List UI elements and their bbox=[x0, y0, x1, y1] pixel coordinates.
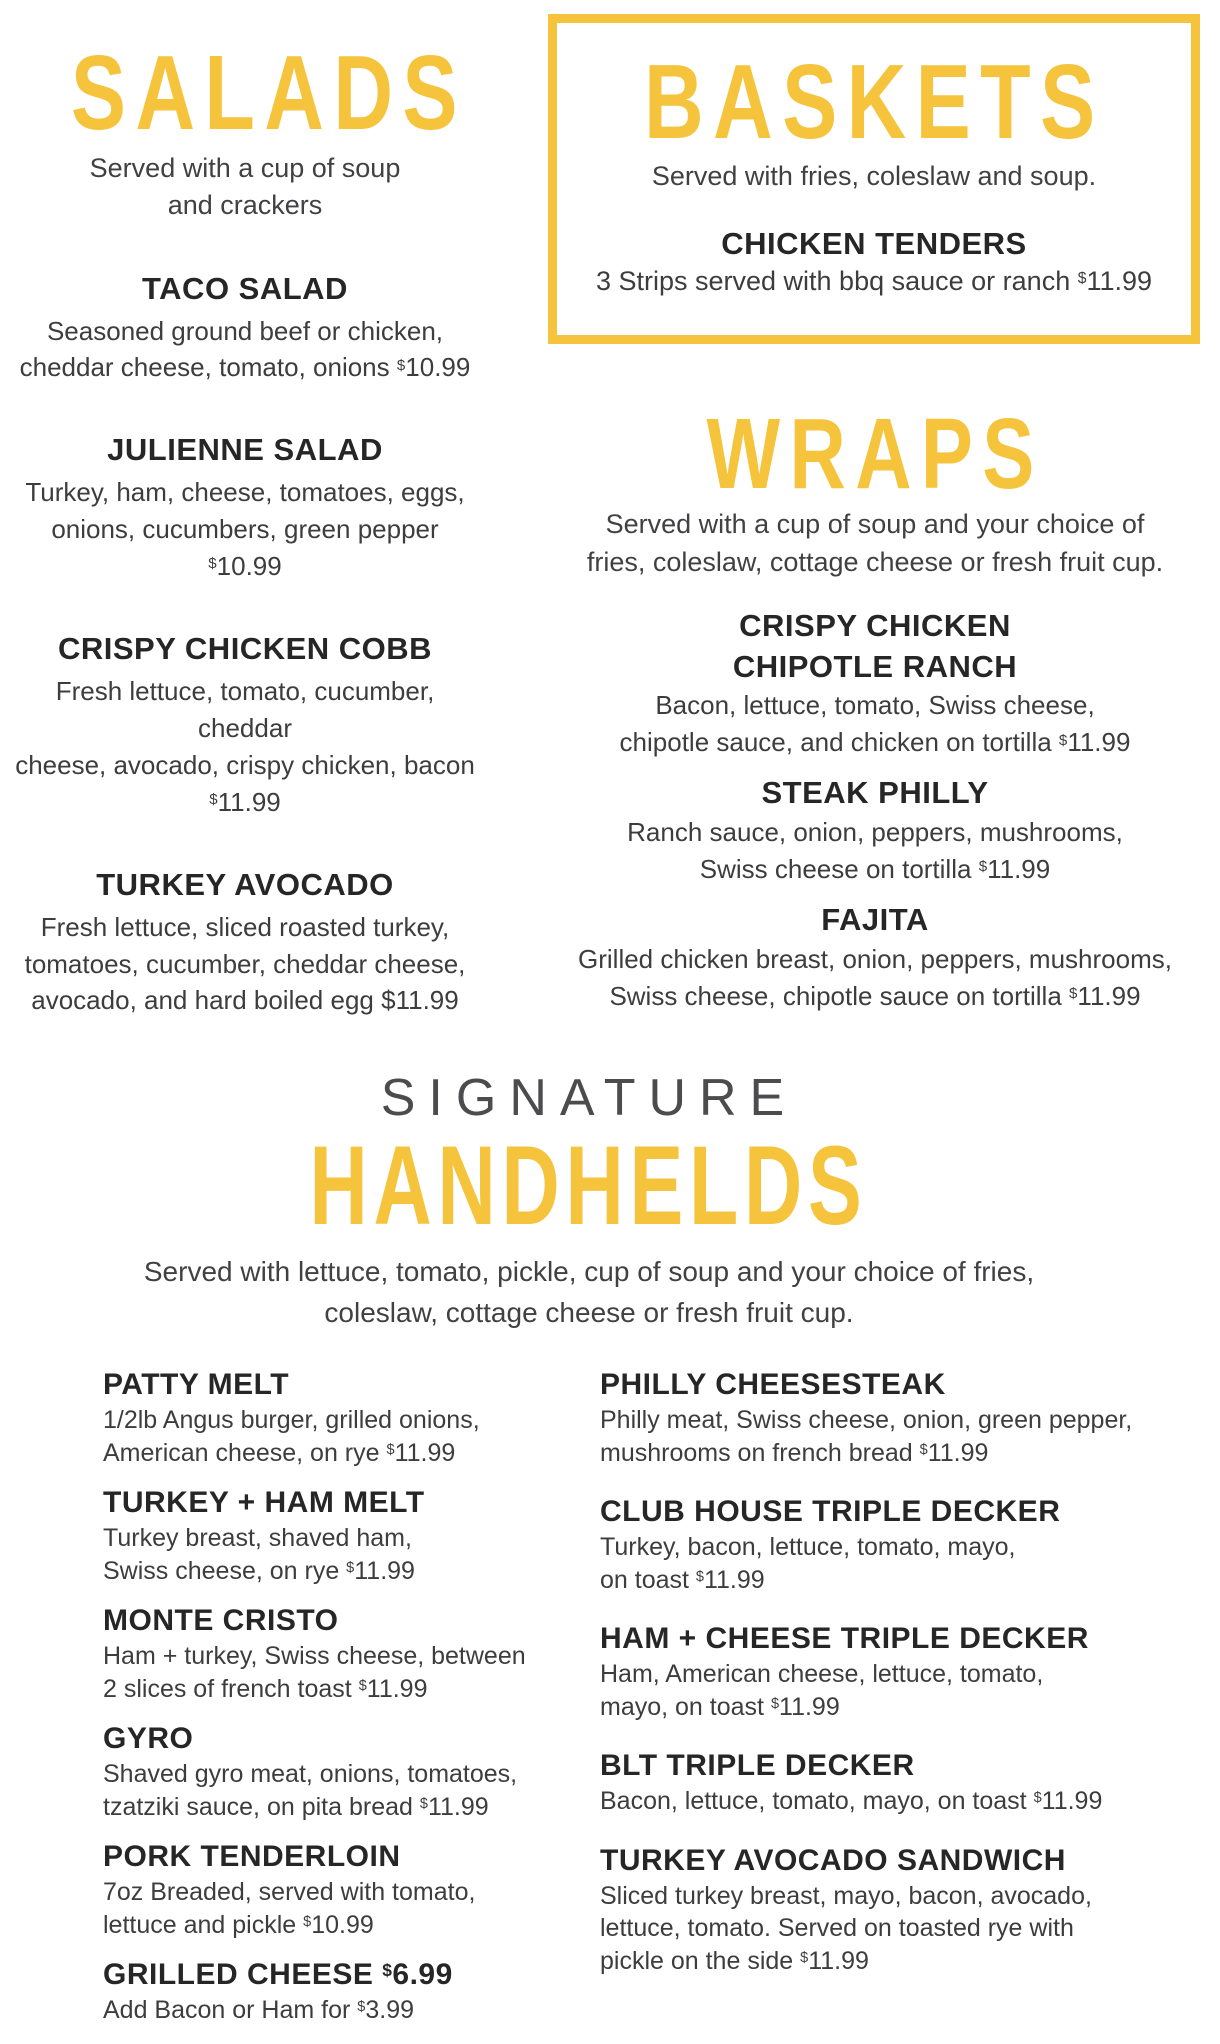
item-name-line: STEAK PHILLY bbox=[761, 775, 989, 811]
handhelds-left-column bbox=[103, 1368, 543, 2044]
item-desc-line: avocado, and hard boiled egg bbox=[31, 985, 374, 1016]
item-name: PORK TENDERLOIN bbox=[103, 1840, 401, 1873]
item-name: BLT TRIPLE DECKER bbox=[600, 1749, 915, 1782]
handhelds-title-top: SIGNATURE bbox=[380, 1069, 798, 1127]
wraps-section bbox=[545, 398, 1205, 1015]
menu-item-patty-melt bbox=[103, 1368, 543, 1469]
menu-item-crispy-chicken-chipotle-ranch bbox=[545, 606, 1205, 762]
dollar-sign: $ bbox=[919, 1441, 928, 1458]
price-value: 11.99 bbox=[808, 1946, 869, 1975]
menu-item-monte-cristo bbox=[103, 1604, 543, 1705]
price-value: 11.99 bbox=[394, 1438, 456, 1467]
menu-item-ham-cheese-triple-decker bbox=[600, 1622, 1215, 1723]
item-name-line: CRISPY CHICKEN bbox=[739, 607, 1011, 643]
item-desc bbox=[103, 1404, 543, 1469]
item-desc bbox=[15, 673, 475, 821]
menu-item-julienne-salad bbox=[15, 432, 475, 585]
item-desc-line: 2 slices of french toast bbox=[103, 1674, 352, 1703]
item-desc bbox=[103, 1640, 543, 1705]
item-desc-line: Shaved gyro meat, onions, tomatoes, bbox=[103, 1760, 518, 1788]
price-value: 11.99 bbox=[366, 1674, 428, 1703]
item-price bbox=[771, 1693, 840, 1721]
item-desc-line: chipotle sauce, and chicken on tortilla bbox=[619, 727, 1052, 758]
item-desc-line: 1/2lb Angus burger, grilled onions, bbox=[103, 1406, 480, 1434]
item-name: CRISPY CHICKEN COBB bbox=[57, 631, 433, 667]
dollar-sign: $ bbox=[695, 1568, 704, 1585]
price-value: 11.99 bbox=[987, 854, 1051, 885]
item-name: TURKEY AVOCADO bbox=[96, 866, 394, 902]
item-desc-line: Turkey breast, shaved ham, bbox=[103, 1524, 412, 1552]
menu-item-blt-triple-decker bbox=[600, 1749, 1215, 1818]
item-desc bbox=[103, 1876, 543, 1941]
dollar-sign: $ bbox=[1077, 269, 1087, 287]
menu-item-club-house-triple-decker bbox=[600, 1495, 1215, 1596]
item-name: PHILLY CHEESESTEAK bbox=[600, 1368, 946, 1401]
salads-title bbox=[15, 34, 475, 152]
item-price bbox=[1078, 266, 1152, 296]
item-desc bbox=[545, 941, 1205, 1015]
item-price bbox=[420, 1793, 489, 1821]
item-desc-line: tomatoes, cucumber, cheddar cheese, bbox=[24, 948, 466, 979]
item-desc-line: Turkey, ham, cheese, tomatoes, eggs, bbox=[25, 477, 465, 508]
item-name-line: CHIPOTLE RANCH bbox=[732, 648, 1018, 684]
menu-item-turkey-avocado bbox=[15, 867, 475, 1020]
item-desc bbox=[545, 687, 1205, 761]
dollar-sign: $ bbox=[800, 1949, 809, 1966]
item-name: CLUB HOUSE TRIPLE DECKER bbox=[600, 1495, 1061, 1528]
menu-item-fajita bbox=[545, 900, 1205, 1015]
dollar-sign: $ bbox=[396, 356, 406, 374]
item-price bbox=[1034, 1787, 1103, 1815]
salads-title-text: SALADS bbox=[70, 34, 467, 152]
item-desc-line: Swiss cheese on tortilla bbox=[699, 854, 972, 885]
price-value: 10.99 bbox=[405, 352, 471, 383]
item-name: TURKEY + HAM MELT bbox=[103, 1486, 425, 1519]
wraps-items bbox=[545, 606, 1205, 1015]
baskets-subtitle: Served with fries, coleslaw and soup. bbox=[651, 161, 1097, 191]
item-desc-line: Grilled chicken breast, onion, peppers, mushrooms, bbox=[578, 943, 1172, 974]
price-value: 11.99 bbox=[779, 1692, 840, 1721]
price-value: 11.99 bbox=[427, 1792, 489, 1821]
baskets-title-text: BASKETS bbox=[643, 43, 1105, 161]
item-desc-line: American cheese, on rye bbox=[103, 1438, 380, 1467]
dollar-sign: $ bbox=[346, 1559, 355, 1576]
handhelds-subtitle bbox=[0, 1252, 1178, 1333]
item-desc bbox=[600, 1404, 1215, 1469]
price-value: 10.99 bbox=[311, 1910, 374, 1939]
item-desc bbox=[103, 1522, 543, 1587]
wraps-subtitle bbox=[545, 506, 1205, 582]
price-value: 11.99 bbox=[1067, 727, 1131, 758]
item-name-line: FAJITA bbox=[821, 901, 929, 937]
item-desc-line: Turkey, bacon, lettuce, tomato, mayo, bbox=[600, 1533, 1016, 1561]
item-price bbox=[397, 352, 470, 382]
menu-item-turkey-ham-melt bbox=[103, 1486, 543, 1587]
item-desc bbox=[600, 1658, 1215, 1723]
item-price bbox=[209, 787, 281, 817]
item-desc bbox=[15, 909, 475, 1020]
dollar-sign: $ bbox=[209, 790, 218, 808]
menu-item-gyro bbox=[103, 1722, 543, 1823]
price-value: 11.99 bbox=[354, 1556, 415, 1585]
item-name bbox=[103, 1958, 543, 1991]
item-desc-line: Bacon, lettuce, tomato, Swiss cheese, bbox=[655, 690, 1095, 721]
dollar-sign: $ bbox=[770, 1695, 780, 1712]
item-desc-line: Add Bacon or Ham for bbox=[103, 1996, 351, 2024]
handhelds-subtitle-line: coleslaw, cottage cheese or fresh fruit cup. bbox=[324, 1296, 854, 1328]
baskets-section bbox=[548, 14, 1200, 344]
item-price bbox=[208, 551, 281, 581]
item-price bbox=[1059, 727, 1131, 757]
item-desc-line: onions, cucumbers, green pepper bbox=[51, 514, 439, 545]
menu-item-grilled-cheese bbox=[103, 1958, 543, 2027]
item-price bbox=[359, 1675, 428, 1703]
handhelds-right-column bbox=[600, 1368, 1215, 2003]
item-desc-line: Swiss cheese, on rye bbox=[103, 1556, 340, 1585]
item-name: TACO SALAD bbox=[142, 270, 348, 306]
item-price bbox=[920, 1439, 989, 1467]
item-desc bbox=[15, 313, 475, 387]
item-price bbox=[346, 1557, 415, 1585]
dollar-sign: $ bbox=[381, 985, 396, 1016]
item-price bbox=[800, 1947, 869, 1975]
item-name bbox=[545, 773, 1205, 814]
dollar-sign: $ bbox=[1069, 984, 1078, 1002]
item-desc-line: lettuce, tomato. Served on toasted rye with bbox=[600, 1914, 1074, 1942]
price-value: 11.99 bbox=[703, 1565, 765, 1594]
item-desc-line: tzatziki sauce, on pita bread bbox=[103, 1792, 413, 1821]
wraps-subtitle-line: Served with a cup of soup and your choice of bbox=[605, 509, 1145, 539]
item-desc-line: cheese, avocado, crispy chicken, bacon bbox=[15, 749, 475, 780]
item-desc-line: Bacon, lettuce, tomato, mayo, on toast bbox=[600, 1787, 1027, 1815]
item-desc-line: cheddar cheese, tomato, onions bbox=[19, 352, 390, 383]
item-name: PATTY MELT bbox=[103, 1368, 290, 1401]
item-desc-line: Ham + turkey, Swiss cheese, between bbox=[103, 1642, 526, 1670]
item-desc-line: mayo, on toast bbox=[600, 1692, 764, 1721]
item-price bbox=[381, 985, 459, 1015]
item-price bbox=[386, 1439, 455, 1467]
handhelds-header bbox=[0, 1069, 1178, 1333]
price-value: 11.99 bbox=[927, 1438, 989, 1467]
wraps-title bbox=[545, 398, 1205, 510]
salads-subtitle-line: Served with a cup of soup bbox=[89, 153, 401, 183]
item-name bbox=[545, 900, 1205, 941]
item-name bbox=[545, 606, 1205, 688]
price-value: 11.99 bbox=[1041, 1787, 1103, 1815]
item-name: GYRO bbox=[103, 1722, 194, 1755]
menu-item-crispy-chicken-cobb bbox=[15, 631, 475, 821]
salads-subtitle bbox=[15, 150, 475, 225]
item-price bbox=[357, 1996, 414, 2024]
menu-item-steak-philly bbox=[545, 773, 1205, 888]
dollar-sign: $ bbox=[386, 1441, 395, 1458]
price-value: 11.99 bbox=[395, 985, 459, 1016]
dollar-sign: $ bbox=[208, 555, 217, 573]
menu-item-philly-cheesesteak bbox=[600, 1368, 1215, 1469]
salads-subtitle-line: and crackers bbox=[167, 190, 323, 221]
dollar-sign: $ bbox=[382, 1960, 393, 1981]
item-name: MONTE CRISTO bbox=[103, 1604, 339, 1637]
item-desc bbox=[600, 1531, 1215, 1596]
salads-section bbox=[15, 34, 475, 1019]
item-desc bbox=[600, 1880, 1215, 1978]
dollar-sign: $ bbox=[419, 1795, 428, 1812]
item-price bbox=[696, 1566, 765, 1594]
handhelds-subtitle-line: Served with lettuce, tomato, pickle, cup of soup and your choice of fries, bbox=[143, 1256, 1035, 1287]
item-desc bbox=[15, 474, 475, 585]
item-desc-line: lettuce and pickle bbox=[103, 1910, 297, 1939]
item-desc-line: 3 Strips served with bbq sauce or ranch bbox=[595, 266, 1071, 296]
item-name: JULIENNE SALAD bbox=[107, 432, 383, 468]
item-desc bbox=[557, 266, 1191, 297]
item-desc-line: Ranch sauce, onion, peppers, mushrooms, bbox=[627, 817, 1123, 848]
dollar-sign: $ bbox=[357, 1999, 366, 2016]
item-desc-line: pickle on the side bbox=[600, 1946, 794, 1975]
menu-item-turkey-avocado-sandwich bbox=[600, 1844, 1215, 1978]
item-desc-line: mushrooms on french bread bbox=[600, 1438, 913, 1467]
item-desc-line: Philly meat, Swiss cheese, onion, green pepper, bbox=[600, 1406, 1133, 1434]
handhelds-title-text: HANDHELDS bbox=[309, 1123, 869, 1248]
menu-item-chicken-tenders bbox=[557, 226, 1191, 297]
wraps-subtitle-line: fries, coleslaw, cottage cheese or fresh fruit cup. bbox=[586, 546, 1164, 577]
menu-item-taco-salad bbox=[15, 271, 475, 387]
handhelds-title bbox=[0, 1123, 1178, 1248]
item-desc-line: Ham, American cheese, lettuce, tomato, bbox=[600, 1660, 1044, 1688]
menu-item-pork-tenderloin bbox=[103, 1840, 543, 1941]
price-value: 10.99 bbox=[216, 551, 282, 582]
item-desc-line: Fresh lettuce, sliced roasted turkey, bbox=[40, 911, 450, 942]
item-desc bbox=[545, 814, 1205, 888]
baskets-title bbox=[557, 43, 1191, 161]
price-value: 11.99 bbox=[1077, 980, 1141, 1011]
dollar-sign: $ bbox=[303, 1913, 312, 1930]
dollar-sign: $ bbox=[1033, 1790, 1042, 1807]
item-desc bbox=[600, 1785, 1215, 1818]
item-name: TURKEY AVOCADO SANDWICH bbox=[600, 1843, 1066, 1877]
item-desc-line: 7oz Breaded, served with tomato, bbox=[103, 1878, 476, 1906]
item-desc-line: Swiss cheese, chipotle sauce on tortilla bbox=[609, 980, 1062, 1011]
item-name-text: GRILLED CHEESE bbox=[103, 1958, 374, 1991]
dollar-sign: $ bbox=[1058, 731, 1068, 749]
item-desc-line: Sliced turkey breast, mayo, bacon, avocado, bbox=[600, 1881, 1092, 1910]
price-value: 6.99 bbox=[392, 1958, 453, 1991]
item-desc-line: Seasoned ground beef or chicken, bbox=[46, 315, 444, 346]
price-value: 11.99 bbox=[217, 786, 281, 817]
item-name: CHICKEN TENDERS bbox=[721, 226, 1027, 261]
price-value: 11.99 bbox=[1086, 266, 1153, 296]
item-price bbox=[303, 1911, 374, 1939]
item-name: HAM + CHEESE TRIPLE DECKER bbox=[600, 1622, 1089, 1655]
item-desc bbox=[103, 1758, 543, 1823]
dollar-sign: $ bbox=[358, 1677, 367, 1694]
dollar-sign: $ bbox=[978, 858, 988, 876]
price-value: 3.99 bbox=[365, 1996, 415, 2024]
item-desc-line: Fresh lettuce, tomato, cucumber, cheddar bbox=[55, 676, 435, 743]
item-price bbox=[382, 1958, 453, 1991]
item-desc bbox=[103, 1994, 543, 2027]
wraps-title-text: WRAPS bbox=[706, 398, 1044, 510]
item-price bbox=[1069, 981, 1141, 1011]
item-desc-line: on toast bbox=[600, 1565, 689, 1594]
item-price bbox=[979, 854, 1051, 884]
